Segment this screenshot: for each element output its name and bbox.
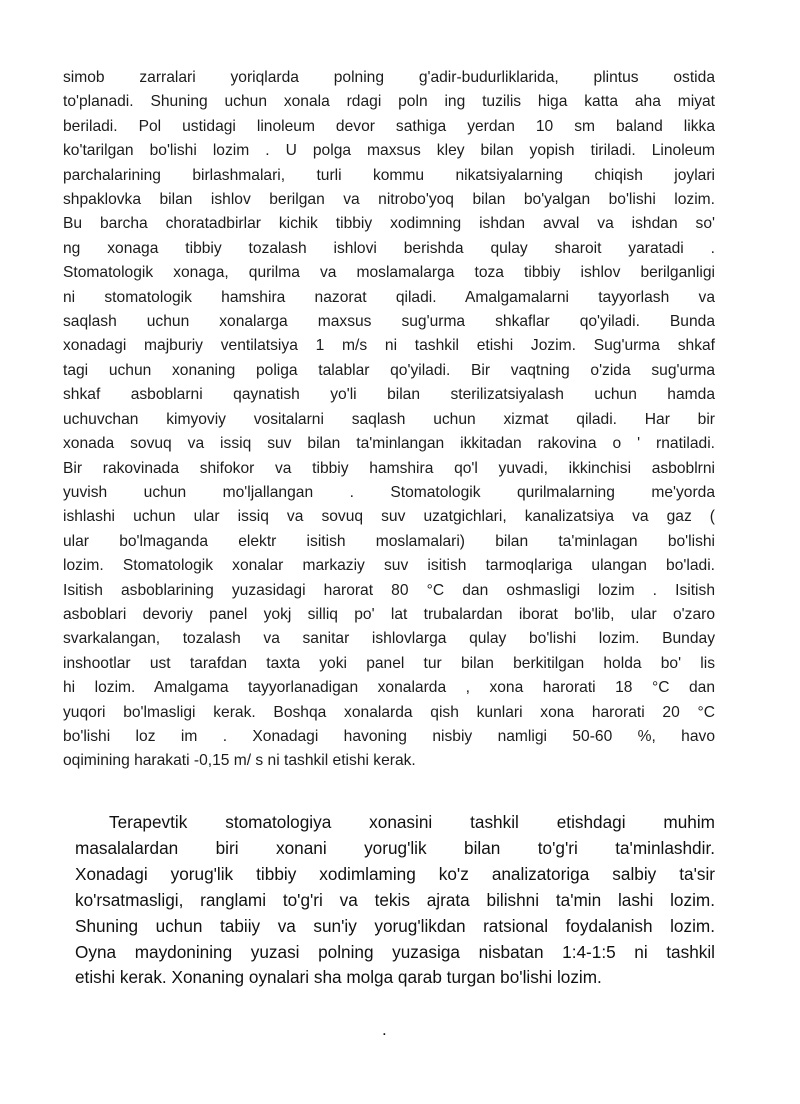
text-line: Shuning uchun tabiiy va sun'iy yorug'likdan ratsional foydalanish lozim. <box>75 915 715 936</box>
text-line: Xonadagi yorug'lik tibbiy xodimlaming ko'z analizatoriga salbiy ta'sir <box>75 863 715 884</box>
text-line: Stomatologik xonaga, qurilma va moslamalarga toza tibbiy ishlov berilganligi <box>63 264 715 282</box>
text-line: ko'rsatmasligi, ranglami to'g'ri va tekis ajrata bilishni ta'min lashi lozim. <box>75 889 715 910</box>
paragraph-2 <box>75 810 715 991</box>
text-line: lozim. Stomatologik xonalar markaziy suv isitish tarmoqlariga ulangan bo'ladi. <box>63 557 715 575</box>
text-line: inshootlar ust tarafdan taxta yoki panel tur bilan berkitilgan holda bo' lis <box>63 654 715 672</box>
text-line: to'planadi. Shuning uchun xonala rdagi poln ing tuzilis higa katta aha miyat <box>63 93 715 111</box>
text-line: masalalardan biri xonani yorug'lik bilan to'g'ri ta'minlashdir. <box>75 837 715 858</box>
text-line: asboblari devoriy panel yokj silliq po' lat trubalardan iborat bo'lib, ular o'zaro <box>63 605 715 623</box>
text-line: Oyna maydonining yuzasi polning yuzasiga nisbatan 1:4-1:5 ni tashkil <box>75 941 715 962</box>
text-line: bo'lishi loz im . Xonadagi havoning nisbiy namligi 50-60 %, havo <box>63 727 715 745</box>
paragraph-1 <box>63 66 715 774</box>
text-line: Bir rakovinada shifokor va tibbiy hamshira qo'l yuvadi, ikkinchisi asboblrni <box>63 459 715 477</box>
text-line: svarkalangan, tozalash va sanitar ishlovlarga qulay bo'lishi lozim. Bunday <box>63 630 715 648</box>
text-line: uchuvchan kimyoviy vositalarni saqlash uchun xizmat qiladi. Har bir <box>63 410 715 428</box>
text-line: tagi uchun xonaning poliga talablar qo'yiladi. Bir vaqtning o'zida sug'urma <box>63 361 715 379</box>
text-line: saqlash uchun xonalarga maxsus sug'urma shkaflar qo'yiladi. Bunda <box>63 313 715 331</box>
text-line: oqimining harakati -0,15 m/ s ni tashkil etishi kerak. <box>63 752 416 770</box>
text-line: yuvish uchun mo'ljallangan . Stomatologik qurilmalarning me'yorda <box>63 483 715 501</box>
text-line: yuqori bo'lmasligi kerak. Boshqa xonalarda qish kunlari xona harorati 20 °C <box>63 703 715 721</box>
text-line: Terapevtik stomatologiya xonasini tashkil etishdagi muhim <box>109 812 715 832</box>
footer-mark: . <box>382 1020 387 1039</box>
text-line: xonadagi majburiy ventilatsiya 1 m/s ni tashkil etishi Jozim. Sug'urma shkaf <box>63 337 715 355</box>
text-line: ni stomatologik hamshira nazorat qiladi. Amalgamalarni tayyorlash va <box>63 288 715 306</box>
text-line: Bu barcha choratadbirlar kichik tibbiy xodimning ishdan avval va ishdan so' <box>63 215 715 233</box>
text-line: Isitish asboblarining yuzasidagi harorat 80 °C dan oshmasligi lozim . Isitish <box>63 581 715 599</box>
text-line: parchalarining birlashmalari, turli kommu nikatsiyalarning chiqish joylari <box>63 166 715 184</box>
text-line: ko'tarilgan bo'lishi lozim . U polga maxsus kley bilan yopish tiriladi. Linoleum <box>63 142 715 160</box>
text-line: beriladi. Pol ustidagi linoleum devor sathiga yerdan 10 sm baland likka <box>63 117 715 135</box>
text-line: xonada sovuq va issiq suv bilan ta'minlangan ikkitadan rakovina o ' rnatiladi. <box>63 435 715 453</box>
text-line: ishlashi uchun ular issiq va sovuq suv uzatgichlari, kanalizatsiya va gaz ( <box>63 508 715 526</box>
text-line: simob zarralari yoriqlarda polning g'adir-budurliklarida, plintus ostida <box>63 69 715 86</box>
text-line: ular bo'lmaganda elektr isitish moslamalari) bilan ta'minlagan bo'lishi <box>63 532 715 550</box>
text-line: ng xonaga tibbiy tozalash ishlovi berishda qulay sharoit yaratadi . <box>63 239 715 257</box>
text-line: etishi kerak. Xonaning oynalari sha molga qarab turgan bo'lishi lozim. <box>75 967 602 988</box>
text-line: shpaklovka bilan ishlov berilgan va nitrobo'yoq bilan bo'yalgan bo'lishi lozim. <box>63 191 715 209</box>
text-line: hi lozim. Amalgama tayyorlanadigan xonalarda , xona harorati 18 °C dan <box>63 679 715 697</box>
text-line: shkaf asboblarni qaynatish yo'li bilan sterilizatsiyalash uchun hamda <box>63 386 715 404</box>
